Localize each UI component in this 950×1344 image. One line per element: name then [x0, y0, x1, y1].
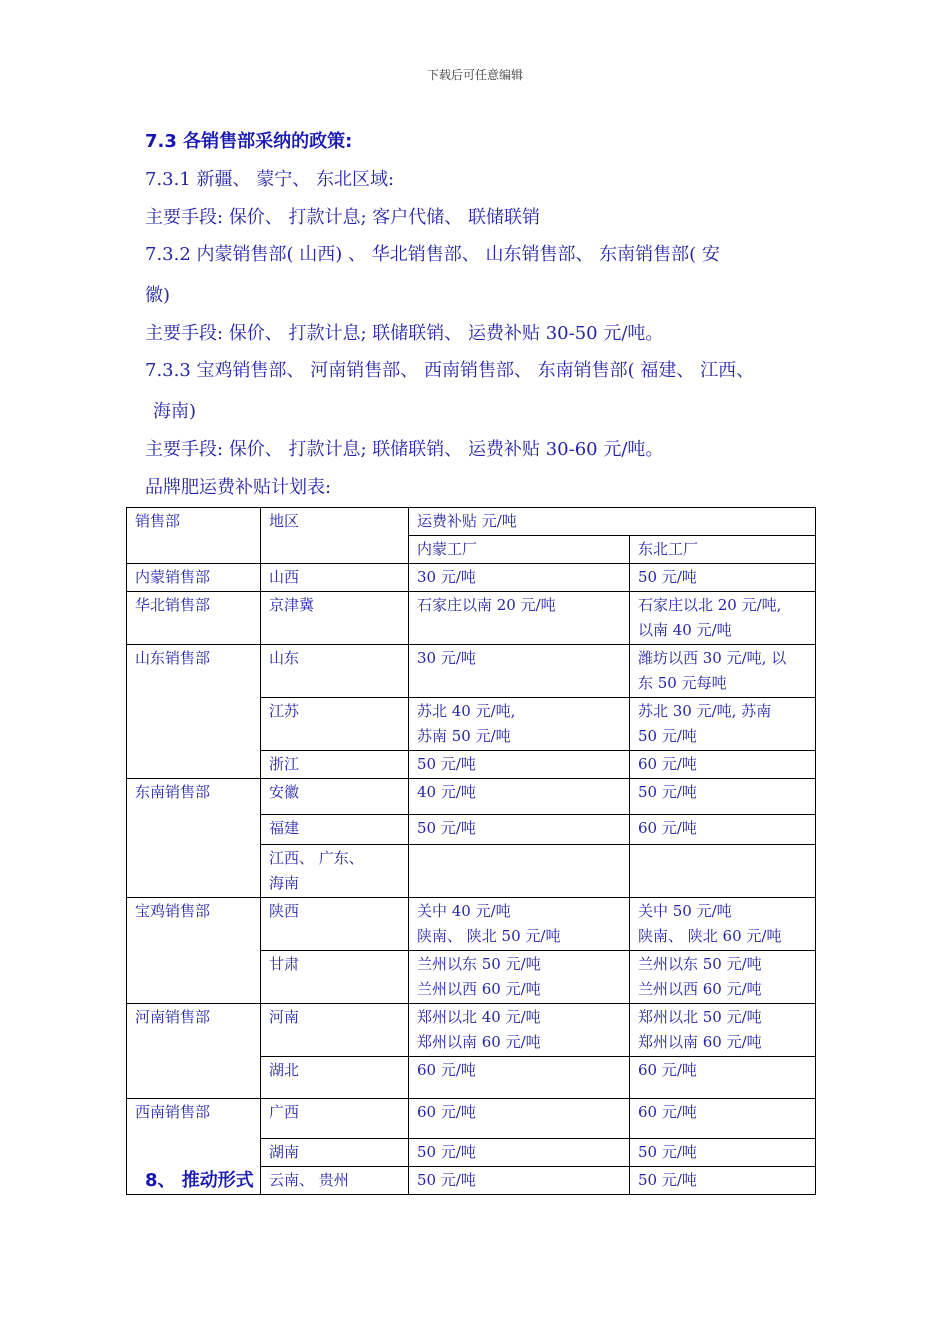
region-cell: 江苏 [261, 698, 409, 751]
factory2-cell: 苏北 30 元/吨, 苏南 50 元/吨 [630, 698, 816, 751]
factory2-cell: 50 元/吨 [630, 564, 816, 592]
factory1-cell: 50 元/吨 [409, 751, 630, 779]
factory1-cell: 石家庄以南 20 元/吨 [409, 592, 630, 645]
factory1-cell: 30 元/吨 [409, 564, 630, 592]
table-row [127, 645, 816, 698]
table-row [127, 592, 816, 645]
factory2-cell: 潍坊以西 30 元/吨, 以 东 50 元每吨 [630, 645, 816, 698]
table-row [127, 564, 816, 592]
factory1-cell: 60 元/吨 [409, 1057, 630, 1099]
factory2-cell: 关中 50 元/吨 陕南、 陕北 60 元/吨 [630, 898, 816, 951]
factory1-cell: 郑州以北 40 元/吨 郑州以南 60 元/吨 [409, 1004, 630, 1057]
item-7-3-1-title: 7.3.1 新疆、 蒙宁、 东北区域: [145, 169, 395, 190]
factory2-cell: 60 元/吨 [630, 815, 816, 845]
factory1-cell: 30 元/吨 [409, 645, 630, 698]
factory1-cell [409, 845, 630, 898]
region-cell: 甘肃 [261, 951, 409, 1004]
table-caption: 品牌肥运费补贴计划表: [145, 477, 332, 498]
factory2-cell: 60 元/吨 [630, 1057, 816, 1099]
dept-cell: 河南销售部 [127, 1004, 261, 1099]
factory2-cell: 50 元/吨 [630, 1167, 816, 1195]
table-row [127, 1099, 816, 1139]
factory2-cell: 60 元/吨 [630, 1099, 816, 1139]
header-subsidy: 运费补贴 元/吨 [409, 508, 816, 536]
region-cell: 安徽 [261, 779, 409, 815]
factory1-cell: 40 元/吨 [409, 779, 630, 815]
table-row [127, 1004, 816, 1057]
factory2-cell: 50 元/吨 [630, 1139, 816, 1167]
factory2-cell: 60 元/吨 [630, 751, 816, 779]
dept-cell: 西南销售部 [127, 1099, 261, 1195]
region-cell: 陕西 [261, 898, 409, 951]
item-7-3-2-title: 7.3.2 内蒙销售部( 山西) 、 华北销售部、 山东销售部、 东南销售部( 安 [145, 244, 720, 265]
item-7-3-3-title: 7.3.3 宝鸡销售部、 河南销售部、 西南销售部、 东南销售部( 福建、 江西、 [145, 360, 755, 381]
section-heading: 7.3 各销售部采纳的政策: [145, 131, 353, 152]
factory1-cell: 50 元/吨 [409, 1167, 630, 1195]
item-7-3-3-means: 主要手段: 保价、 打款计息; 联储联销、 运费补贴 30-60 元/吨。 [145, 439, 664, 460]
region-cell: 浙江 [261, 751, 409, 779]
region-cell: 山东 [261, 645, 409, 698]
header-dept: 销售部 [127, 508, 261, 564]
region-cell: 河南 [261, 1004, 409, 1057]
dept-cell: 宝鸡销售部 [127, 898, 261, 1004]
header-factory-dongbei: 东北工厂 [630, 536, 816, 564]
factory2-cell: 郑州以北 50 元/吨 郑州以南 60 元/吨 [630, 1004, 816, 1057]
table-row [127, 898, 816, 951]
header-region: 地区 [261, 508, 409, 564]
region-cell: 广西 [261, 1099, 409, 1139]
region-cell: 云南、 贵州 [261, 1167, 409, 1195]
item-7-3-2-means: 主要手段: 保价、 打款计息; 联储联销、 运费补贴 30-50 元/吨。 [145, 323, 664, 344]
factory2-cell: 石家庄以北 20 元/吨, 以南 40 元/吨 [630, 592, 816, 645]
factory2-cell [630, 845, 816, 898]
dept-cell: 内蒙销售部 [127, 564, 261, 592]
factory1-cell: 60 元/吨 [409, 1099, 630, 1139]
factory1-cell: 50 元/吨 [409, 1139, 630, 1167]
dept-cell: 华北销售部 [127, 592, 261, 645]
item-7-3-2-title-cont: 徽) [145, 285, 171, 306]
freight-subsidy-table [126, 507, 816, 1195]
factory1-cell: 兰州以东 50 元/吨 兰州以西 60 元/吨 [409, 951, 630, 1004]
dept-cell: 山东销售部 [127, 645, 261, 779]
region-cell: 福建 [261, 815, 409, 845]
factory2-cell: 50 元/吨 [630, 779, 816, 815]
region-cell: 江西、 广东、 海南 [261, 845, 409, 898]
item-7-3-1-means: 主要手段: 保价、 打款计息; 客户代储、 联储联销 [145, 207, 541, 228]
factory1-cell: 关中 40 元/吨 陕南、 陕北 50 元/吨 [409, 898, 630, 951]
page-header-note: 下载后可任意编辑 [426, 68, 523, 82]
factory1-cell: 50 元/吨 [409, 815, 630, 845]
region-cell: 湖南 [261, 1139, 409, 1167]
factory2-cell: 兰州以东 50 元/吨 兰州以西 60 元/吨 [630, 951, 816, 1004]
region-cell: 京津冀 [261, 592, 409, 645]
region-cell: 湖北 [261, 1057, 409, 1099]
item-7-3-3-title-cont: 海南) [153, 401, 197, 422]
factory1-cell: 苏北 40 元/吨, 苏南 50 元/吨 [409, 698, 630, 751]
dept-cell: 东南销售部 [127, 779, 261, 898]
next-section-heading: 8、 推动形式 [145, 1170, 254, 1191]
region-cell: 山西 [261, 564, 409, 592]
header-factory-neimeng: 内蒙工厂 [409, 536, 630, 564]
table-row [127, 779, 816, 815]
